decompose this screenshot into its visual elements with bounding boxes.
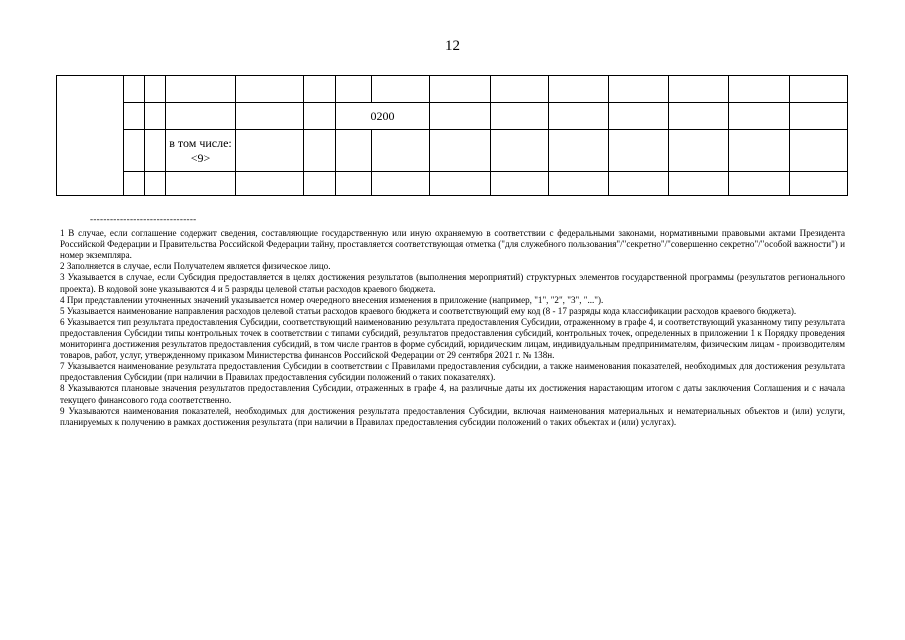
table-cell — [145, 76, 166, 103]
table-cell — [372, 172, 430, 196]
table-cell — [236, 172, 304, 196]
table-cell — [336, 172, 372, 196]
results-table — [56, 75, 848, 196]
including-label: в том числе: <9> — [166, 130, 236, 172]
footnote-1: 1 В случае, если соглашение содержит сведения, составляющие государственную или иную охраняемую в соответствии с федеральными законами, нормативными правовыми актами Президента Российской Федерации и Правительства Российской Федерации тайну, проставляется соответствующая отметка ("для служебного пользования"/"секретно"/"совершенно секретно"/"особой важности") и номер экземпляра. — [60, 228, 845, 261]
table-cell — [430, 103, 491, 130]
table-cell — [304, 103, 336, 130]
table-cell — [145, 130, 166, 172]
code-cell: 0200 — [336, 103, 430, 130]
footnote-8: 8 Указываются плановые значения результатов предоставления Субсидии, отраженных в графе 4, на различные даты их достижения нарастающим итогом с даты заключения Соглашения и с начала текущего финансового года соответственно. — [60, 383, 845, 405]
table-cell — [236, 130, 304, 172]
table-cell — [304, 130, 336, 172]
table-cell — [236, 103, 304, 130]
footnote-6: 6 Указывается тип результата предоставления Субсидии, соответствующий наименованию результата предоставления Субсидии, отраженному в графе 4, и соответствующий указанному типу результата предоставления Субсидии типы контрольных точек в соответствии с типами субсидий, результатов предоставления субсидий, контрольных точек, определенных в приложении 1 к Порядку проведения мониторинга достижения результатов предоставления субсидий, в том числе грантов в форме субсидий, юридическим лицам, индивидуальным предпринимателям, физическим лицам - производителям товаров, работ, услуг, утвержденному приказом Министерства финансов Российской Федерации от 29 сентября 2021 г. № 138н. — [60, 316, 846, 361]
table-cell — [669, 103, 729, 130]
table-cell — [166, 103, 236, 130]
table-cell — [124, 103, 145, 130]
table-cell — [145, 172, 166, 196]
table-cell — [609, 172, 669, 196]
table-cell — [790, 103, 848, 130]
footnote-3: 3 Указывается в случае, если Субсидия предоставляется в целях достижения результатов (выполнения мероприятий) структурных элементов государственной программы (результатов регионального проекта). В кодовой зоне указываются 4 и 5 разряды целевой статьи расходов краевого бюджета. — [60, 272, 845, 294]
table-cell — [729, 103, 790, 130]
table-cell — [430, 130, 491, 172]
table-cell — [491, 76, 549, 103]
table-cell — [729, 76, 790, 103]
page-number: 12 — [445, 38, 460, 54]
footnote-5: 5 Указывается наименование направления расходов целевой статьи расходов краевого бюджета и соответствующий ему код (8 - 17 разряды кода классификации расходов краевого бюджета). — [60, 305, 797, 316]
table-cell — [549, 103, 609, 130]
table-cell — [790, 130, 848, 172]
table-cell — [124, 172, 145, 196]
table-cell — [57, 76, 124, 196]
footnote-4: 4 При представлении уточненных значений указывается номер очередного внесения изменения в приложение (например, "1", "2", "3", "..."). — [60, 294, 604, 305]
table-cell — [609, 130, 669, 172]
table-cell — [549, 172, 609, 196]
table-cell — [669, 130, 729, 172]
table-cell — [430, 76, 491, 103]
footnote-2: 2 Заполняется в случае, если Получателем является физическое лицо. — [60, 261, 331, 272]
table-cell — [790, 172, 848, 196]
table-cell — [609, 76, 669, 103]
table-cell — [372, 130, 430, 172]
table-cell — [729, 130, 790, 172]
table-cell — [145, 103, 166, 130]
table-cell — [790, 76, 848, 103]
table-cell — [372, 76, 430, 103]
table-row — [57, 130, 848, 172]
table-cell — [609, 103, 669, 130]
footnote-separator: -------------------------------- — [90, 214, 197, 224]
table-cell — [729, 172, 790, 196]
table-cell — [166, 76, 236, 103]
footnote-9: 9 Указываются наименования показателей, необходимых для достижения результата предоставления Субсидии, включая наименования материальных и нематериальных объектов и (или) услуги, планируемых к получению в рамках достижения результата (при наличии в Правилах предоставления субсидии положений о таких объектах и (или) услугах). — [60, 405, 845, 427]
table-cell — [549, 130, 609, 172]
table-cell — [549, 76, 609, 103]
table-cell — [304, 172, 336, 196]
table-cell — [669, 172, 729, 196]
table-row — [57, 103, 848, 130]
table-cell — [166, 172, 236, 196]
table-row — [57, 172, 848, 196]
table-cell — [124, 130, 145, 172]
table-row — [57, 76, 848, 103]
footnote-7: 7 Указывается наименование результата предоставления Субсидии в соответствии с Правилами предоставления субсидии, а также наименования показателей, необходимых для достижения результата предоставления Субсидии (при наличии в Правилах предоставления субсидии положений о таких показателях). — [60, 361, 845, 383]
table-cell — [304, 76, 336, 103]
table-cell — [236, 76, 304, 103]
table-cell — [124, 76, 145, 103]
table-cell — [491, 130, 549, 172]
table-cell — [669, 76, 729, 103]
table-cell — [336, 130, 372, 172]
table-cell — [491, 172, 549, 196]
footnotes — [60, 214, 845, 428]
table-cell — [336, 76, 372, 103]
table-cell — [430, 172, 491, 196]
table-cell — [491, 103, 549, 130]
